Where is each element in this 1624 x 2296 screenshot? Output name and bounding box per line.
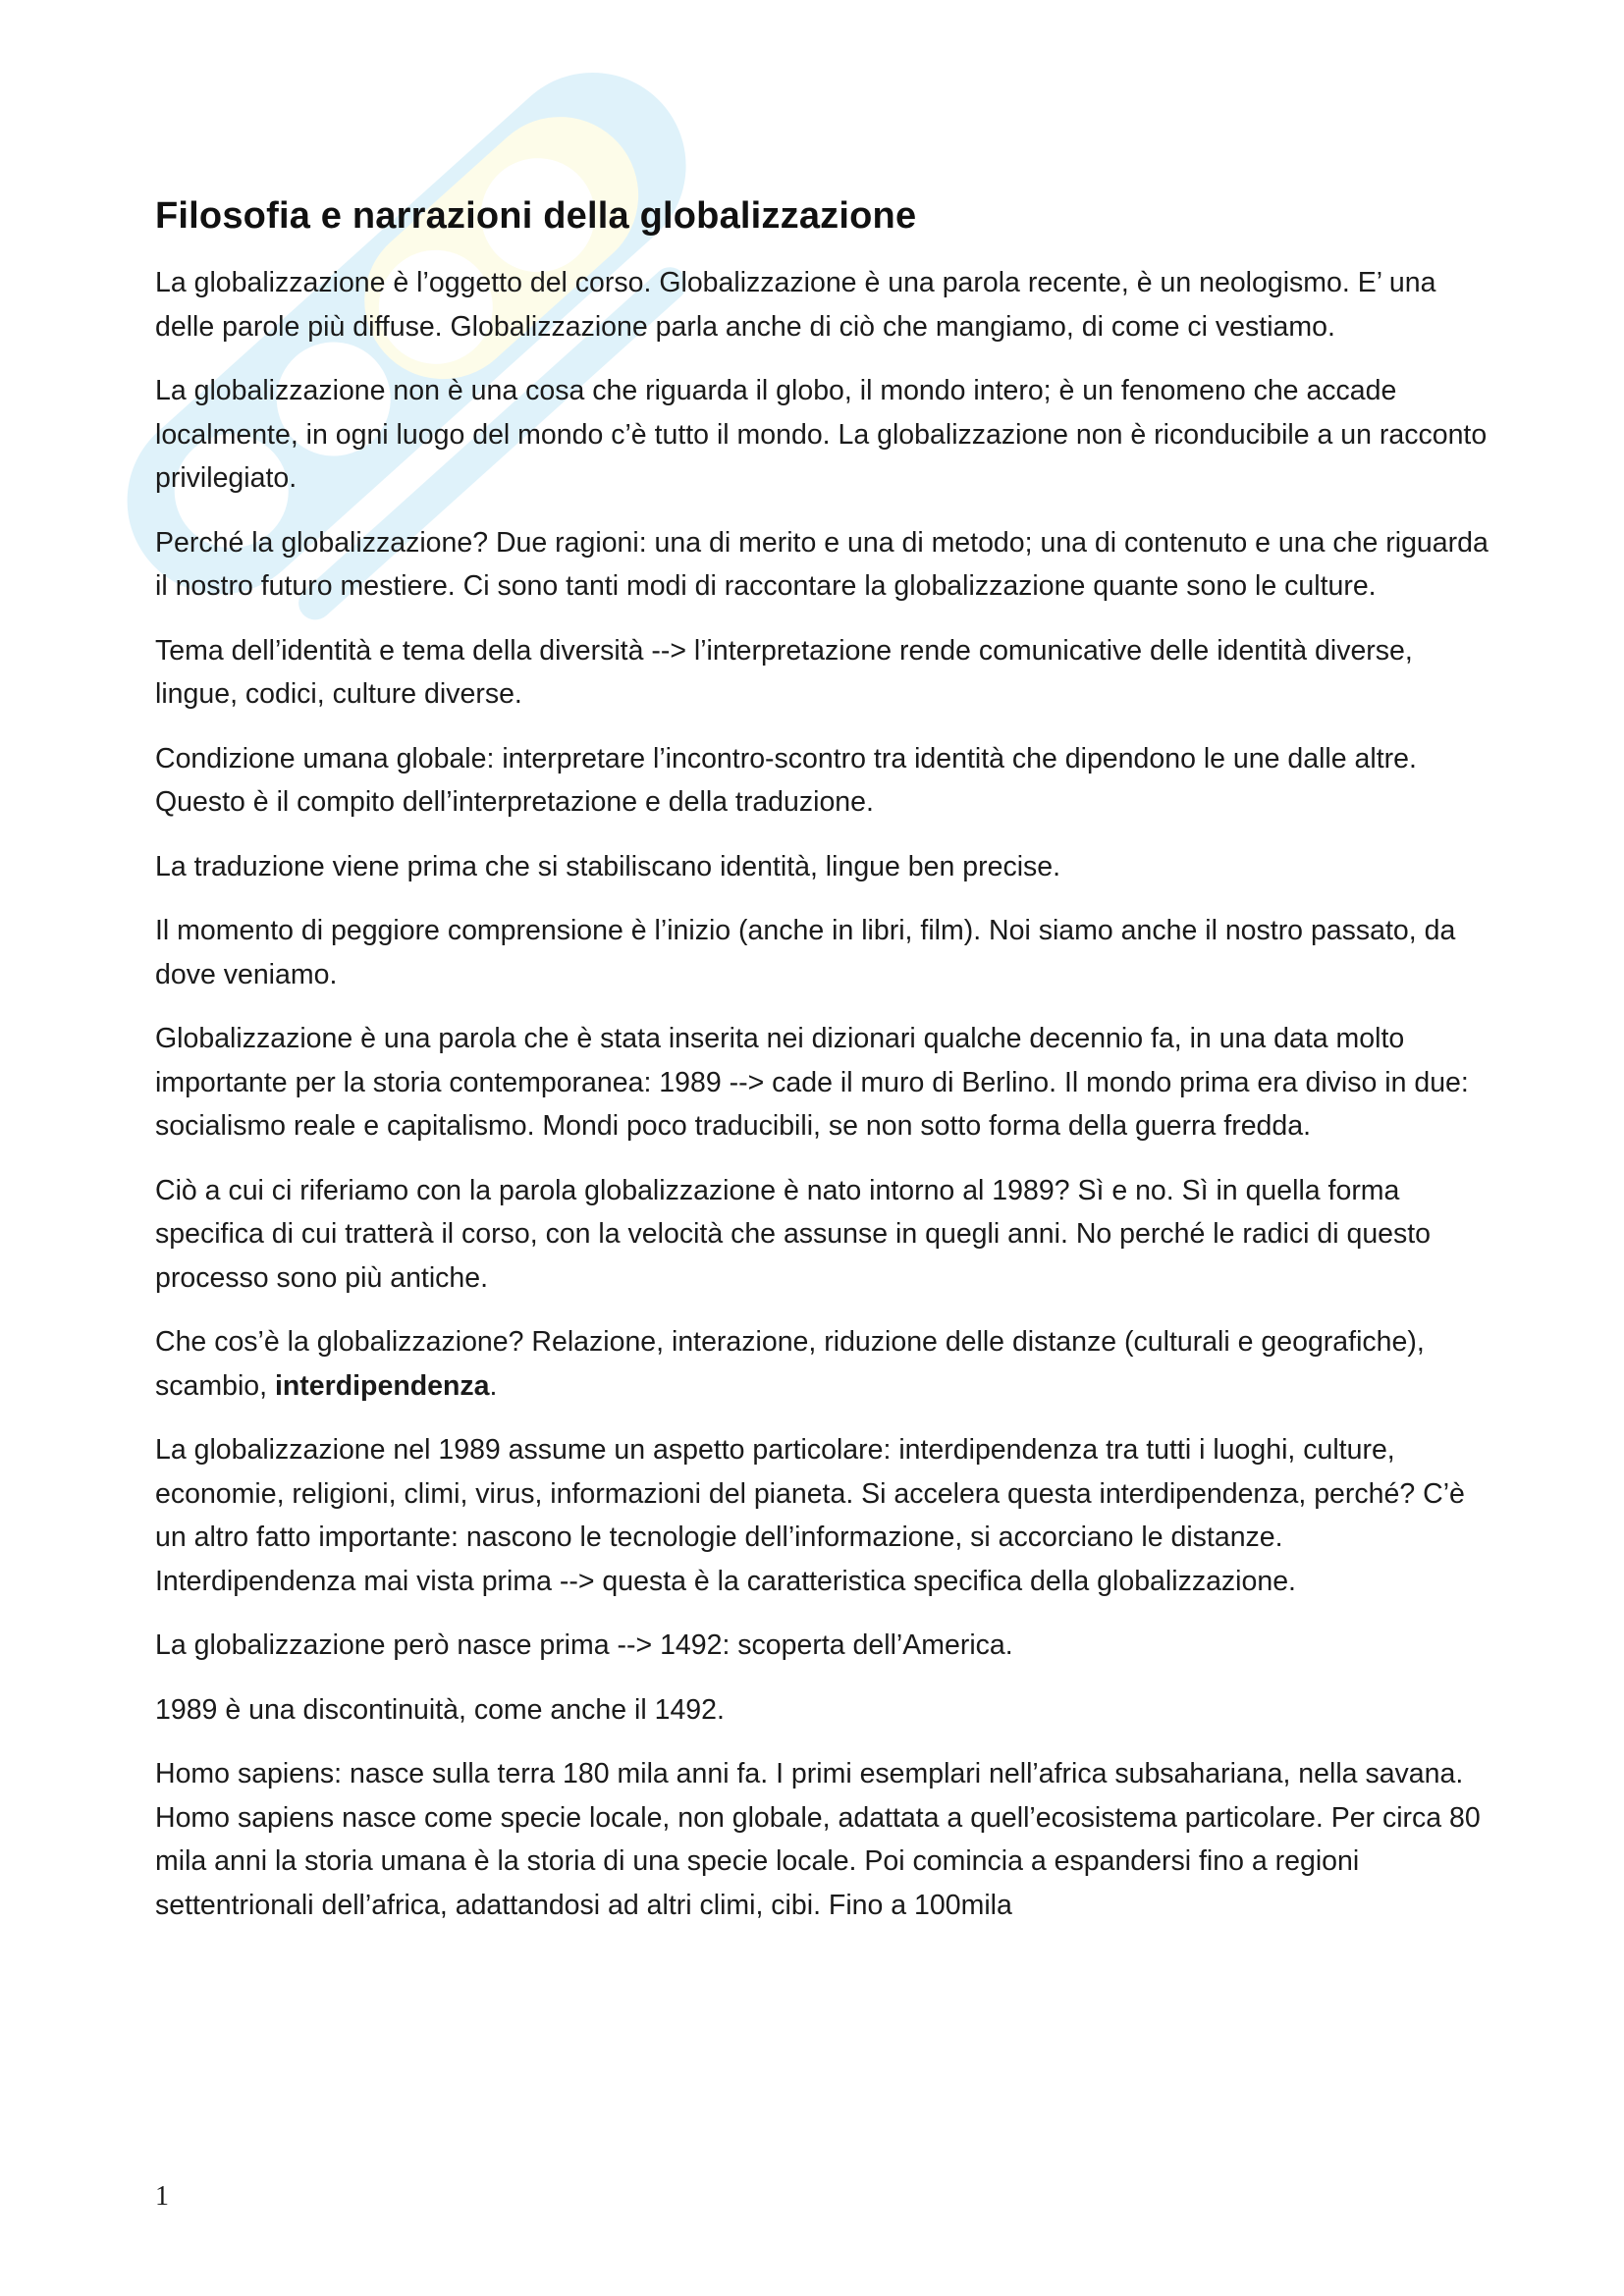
paragraph: La globalizzazione nel 1989 assume un aspetto particolare: interdipendenza tra tutti i luoghi, culture, economie, religioni, climi, virus, informazioni del pianeta. Si accelera questa interdipendenza, perché? C’è un altro fatto importante: nascono le tecnologie dell’informazione, si accorciano le distanze. Interdipendenza mai vista prima --> questa è la caratteristica specifica della globalizzazione.	[155, 1434, 1465, 1597]
page-number: 1	[155, 2181, 169, 2212]
paragraph-text: .	[489, 1369, 498, 1402]
paragraph: Perché la globalizzazione? Due ragioni: una di merito e una di metodo; una di contenuto e una che riguarda il nostro futuro mestiere. Ci sono tanti modi di raccontare la globalizzazione quante sono le culture.	[155, 526, 1489, 602]
paragraph: La globalizzazione non è una cosa che riguarda il globo, il mondo intero; è un fenomeno che accade localmente, in ogni luogo del mondo c’è tutto il mondo. La globalizzazione non è riconducibile a un racconto privilegiato.	[155, 375, 1488, 494]
paragraph: La globalizzazione però nasce prima --> 1492: scoperta dell’America.	[155, 1629, 1013, 1661]
paragraph-definition	[155, 1320, 1490, 1408]
paragraph: Globalizzazione è una parola che è stata inserita nei dizionari qualche decennio fa, in una data molto importante per la storia contemporanea: 1989 --> cade il muro di Berlino. Il mondo prima era diviso in due: socialismo reale e capitalismo. Mondi poco traducibili, se non sotto forma della guerra fredda.	[155, 1023, 1469, 1142]
paragraph: La globalizzazione è l’oggetto del corso. Globalizzazione è una parola recente, è un neologismo. E’ una delle parole più diffuse. Globalizzazione parla anche di ciò che mangiamo, di come ci vestiamo.	[155, 267, 1436, 343]
document-title: Filosofia e narrazioni della globalizzazione	[155, 195, 917, 237]
paragraph: La traduzione viene prima che si stabiliscano identità, lingue ben precise.	[155, 850, 1061, 882]
document-page	[155, 192, 1490, 1948]
paragraph-text: Che cos’è la globalizzazione? Relazione, interazione, riduzione delle distanze (culturali e geografiche), scambio,	[155, 1326, 1425, 1402]
paragraph: Il momento di peggiore comprensione è l’inizio (anche in libri, film). Noi siamo anche il nostro passato, da dove veniamo.	[155, 915, 1456, 990]
paragraph: Tema dell’identità e tema della diversità --> l’interpretazione rende comunicative delle identità diverse, lingue, codici, culture diverse.	[155, 634, 1413, 710]
paragraph: Ciò a cui ci riferiamo con la parola globalizzazione è nato intorno al 1989? Sì e no. Sì in quella forma specifica di cui tratterà il corso, con la velocità che assunse in quegli anni. No perché le radici di questo processo sono più antiche.	[155, 1174, 1432, 1294]
paragraph: Condizione umana globale: interpretare l’incontro-scontro tra identità che dipendono le une dalle altre. Questo è il compito dell’interpretazione e della traduzione.	[155, 742, 1417, 818]
paragraph: Homo sapiens: nasce sulla terra 180 mila anni fa. I primi esemplari nell’africa subsahariana, nella savana. Homo sapiens nasce come specie locale, non globale, adattata a quell’ecosistema particolare. Per circa 80 mila anni la storia umana è la storia di una specie locale. Poi comincia a espandersi fino a regioni settentrionali dell’africa, adattandosi ad altri climi, cibi. Fino a 100mila	[155, 1758, 1481, 1921]
paragraph: 1989 è una discontinuità, come anche il 1492.	[155, 1693, 725, 1726]
bold-term: interdipendenza	[274, 1369, 490, 1402]
